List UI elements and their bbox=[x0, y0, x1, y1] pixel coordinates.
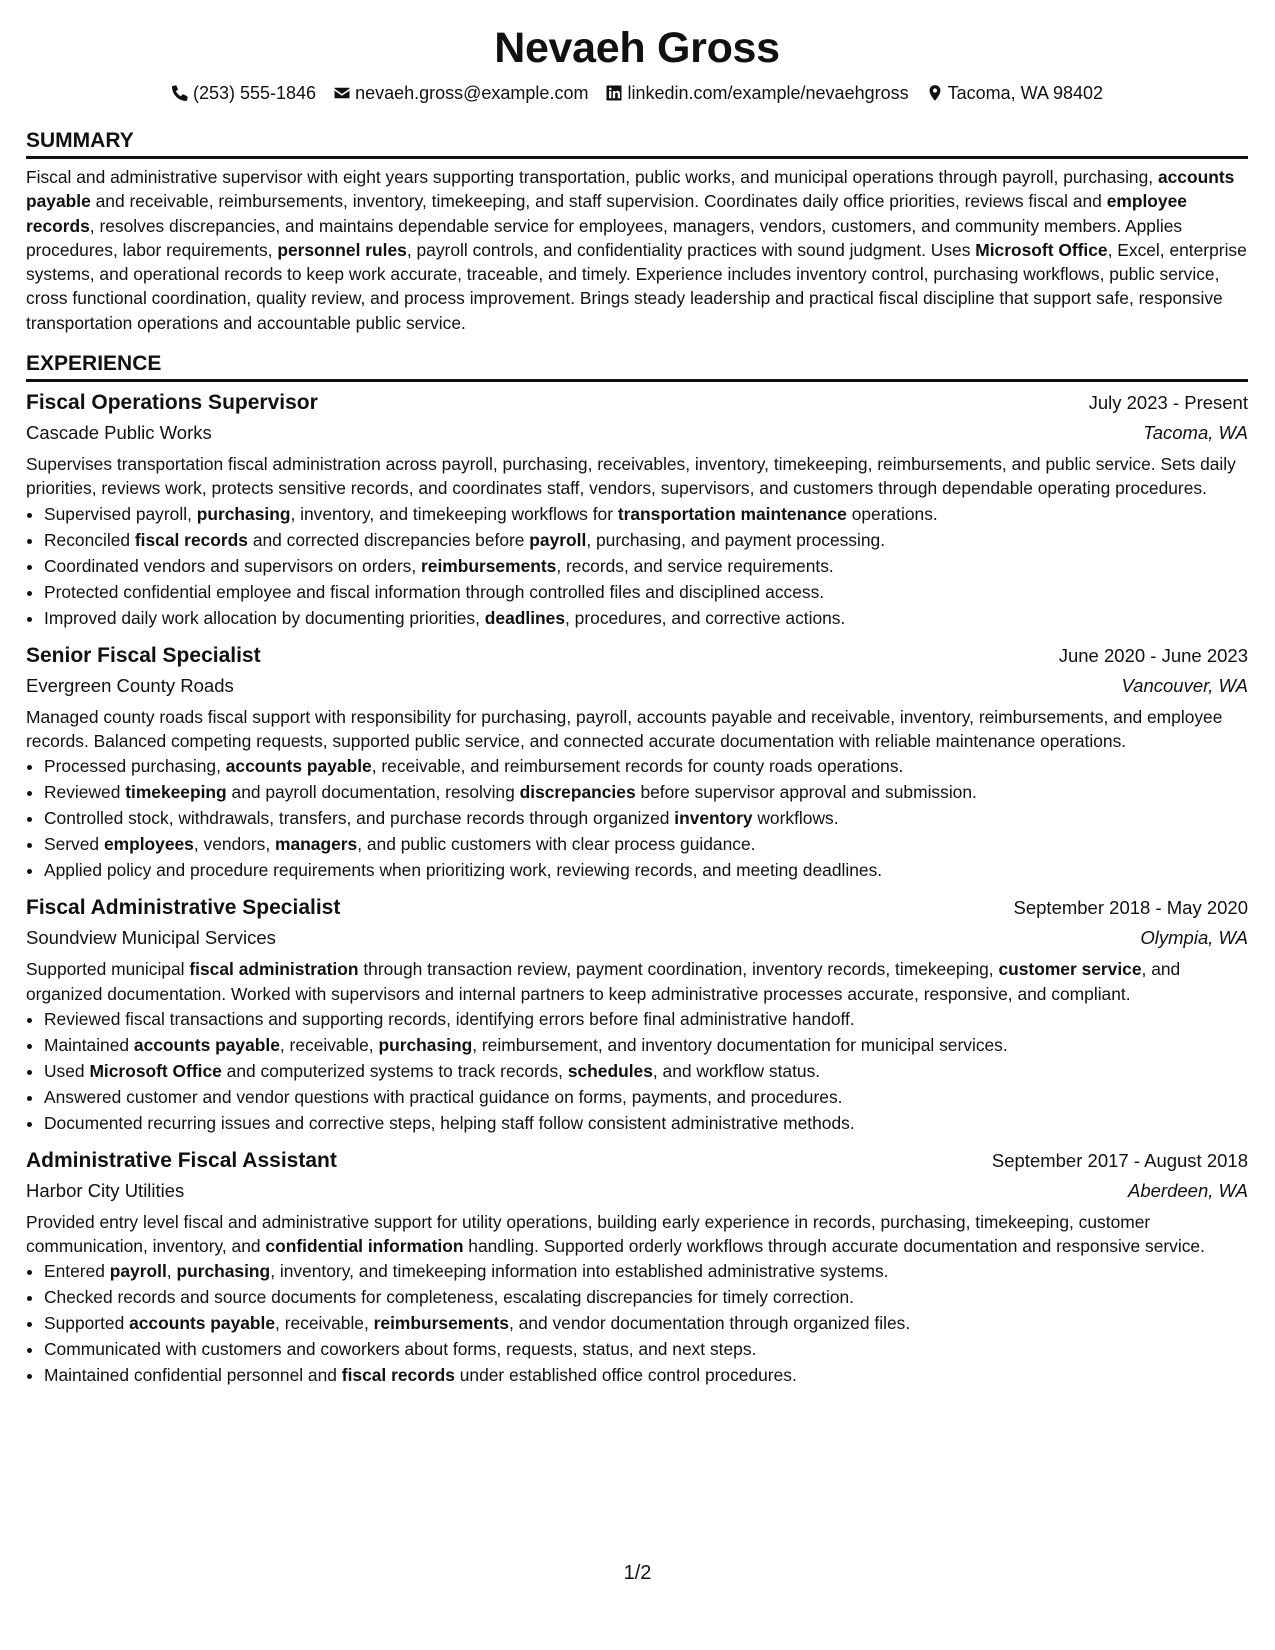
bold-keyword: personnel rules bbox=[277, 239, 407, 260]
job-bullet-item: • Controlled stock, withdrawals, transfers, and purchase records through organized inventory workflows. bbox=[44, 805, 1248, 831]
job-bullet-item: • Reviewed fiscal transactions and supporting records, identifying errors before final administrative handoff. bbox=[44, 1006, 1248, 1032]
contact-location-text: Tacoma, WA 98402 bbox=[947, 83, 1104, 103]
job-bullet-item: • Communicated with customers and coworkers about forms, requests, status, and next steps. bbox=[44, 1336, 1248, 1362]
summary-text: Fiscal and administrative supervisor with eight years supporting transportation, public works, and municipal operations through payroll, purchasing, accounts payable and receivable, reimbursements, inventory, timekeeping, and staff supervision. Coordinates daily office priorities, reviews fiscal and employee records, resolves discrepancies, and maintains dependable service for employees, managers, vendors, customers, and community members. Applies procedures, labor requirements, personnel rules, payroll controls, and confidentiality practices with sound judgment. Uses Microsoft Office, Excel, enterprise systems, and operational records to keep work accurate, traceable, and timely. Experience includes inventory control, purchasing workflows, public service, cross functional coordination, quality review, and process improvement. Brings steady leadership and practical fiscal discipline that support safe, responsive transportation operations and accountable public service. bbox=[26, 167, 1247, 333]
job-location: Tacoma, WA bbox=[1143, 422, 1248, 444]
bold-keyword: confidential information bbox=[265, 1236, 464, 1257]
bold-keyword: timekeeping bbox=[125, 782, 227, 803]
job-header bbox=[26, 1146, 1248, 1176]
job-company: Soundview Municipal Services bbox=[26, 927, 276, 949]
job-bullet-item: • Applied policy and procedure requirements when prioritizing work, reviewing records, and meeting deadlines. bbox=[44, 857, 1248, 883]
summary-section-header bbox=[26, 127, 1248, 159]
bold-keyword: fiscal records bbox=[341, 1365, 455, 1386]
job-subheader bbox=[26, 1176, 1248, 1206]
bold-keyword: transportation maintenance bbox=[617, 503, 847, 524]
experience-list bbox=[26, 388, 1248, 1388]
contact-location bbox=[926, 81, 1103, 105]
bold-keyword: employee records bbox=[26, 191, 1187, 236]
bold-keyword: accounts payable bbox=[129, 1313, 276, 1334]
job-bullet-item: • Improved daily work allocation by documenting priorities, deadlines, procedures, and corrective actions. bbox=[44, 605, 1248, 631]
job-bullet-item: • Checked records and source documents for completeness, escalating discrepancies for timely correction. bbox=[44, 1284, 1248, 1310]
summary-heading: SUMMARY bbox=[26, 129, 134, 152]
bold-keyword: payroll bbox=[109, 1261, 167, 1282]
job-location: Olympia, WA bbox=[1140, 927, 1248, 949]
job-title: Fiscal Operations Supervisor bbox=[26, 391, 318, 415]
job-subheader bbox=[26, 671, 1248, 701]
job-title: Fiscal Administrative Specialist bbox=[26, 896, 341, 920]
bold-keyword: Microsoft Office bbox=[89, 1060, 222, 1081]
contact-email-text: nevaeh.gross@example.com bbox=[355, 83, 589, 103]
job-title: Administrative Fiscal Assistant bbox=[26, 1148, 337, 1172]
job-title: Senior Fiscal Specialist bbox=[26, 643, 261, 667]
map-pin-icon bbox=[926, 84, 944, 102]
job-dates: September 2018 - May 2020 bbox=[1013, 897, 1248, 919]
job-header bbox=[26, 641, 1248, 671]
job-bullet-item: • Documented recurring issues and corrective steps, helping staff follow consistent administrative methods. bbox=[44, 1110, 1248, 1136]
job-entry bbox=[26, 388, 1248, 631]
bold-keyword: reimbursements bbox=[421, 555, 557, 576]
job-description: Managed county roads fiscal support with responsibility for purchasing, payroll, accounts payable and receivable, inventory, reimbursements, and employee records. Balanced competing requests, supported public service, and connected accurate documentation with reliable maintenance operations. bbox=[26, 706, 1223, 751]
job-bullets bbox=[26, 753, 1248, 883]
job-company: Harbor City Utilities bbox=[26, 1179, 185, 1201]
job-bullet-item: • Answered customer and vendor questions with practical guidance on forms, payments, and procedures. bbox=[44, 1084, 1248, 1110]
job-location: Vancouver, WA bbox=[1121, 674, 1248, 696]
job-entry bbox=[26, 893, 1248, 1136]
job-bullet-item: • Reviewed timekeeping and payroll documentation, resolving discrepancies before supervisor approval and submission. bbox=[44, 779, 1248, 805]
bold-keyword: purchasing bbox=[196, 503, 291, 524]
job-bullets bbox=[26, 1258, 1248, 1388]
bold-keyword: accounts payable bbox=[133, 1034, 280, 1055]
contact-phone-text: (253) 555-1846 bbox=[192, 83, 317, 103]
bold-keyword: inventory bbox=[674, 808, 753, 829]
job-bullet-item: • Protected confidential employee and fiscal information through controlled files and disciplined access. bbox=[44, 579, 1248, 605]
bold-keyword: discrepancies bbox=[519, 782, 636, 803]
bold-keyword: deadlines bbox=[484, 607, 566, 628]
contact-bar bbox=[26, 81, 1248, 105]
resume-page bbox=[26, 20, 1248, 1388]
job-description: Provided entry level fiscal and administrative support for utility operations, building early experience in records, purchasing, timekeeping, customer communication, inventory, and confidential information handling. Supported orderly workflows through accurate documentation and responsive service. bbox=[26, 1211, 1205, 1257]
phone-icon bbox=[171, 84, 189, 102]
envelope-icon bbox=[333, 84, 351, 102]
bold-keyword: reimbursements bbox=[373, 1313, 509, 1334]
job-header bbox=[26, 893, 1248, 923]
bold-keyword: purchasing bbox=[378, 1034, 473, 1055]
job-location: Aberdeen, WA bbox=[1128, 1179, 1248, 1201]
linkedin-icon bbox=[605, 84, 623, 102]
bold-keyword: accounts payable bbox=[225, 756, 372, 777]
job-bullet-item: • Coordinated vendors and supervisors on orders, reimbursements, records, and service requirements. bbox=[44, 553, 1248, 579]
experience-heading: EXPERIENCE bbox=[26, 352, 162, 376]
job-description: Supported municipal fiscal administration through transaction review, payment coordination, inventory records, timekeeping, customer service, and organized documentation. Worked with supervisors and internal partners to keep administrative processes accurate, responsive, and compliant. bbox=[26, 959, 1181, 1004]
job-bullet-item: • Used Microsoft Office and computerized systems to track records, schedules, and workflow status. bbox=[44, 1058, 1248, 1084]
contact-linkedin[interactable] bbox=[605, 81, 908, 105]
job-subheader bbox=[26, 418, 1248, 448]
candidate-name: Nevaeh Gross bbox=[494, 24, 780, 72]
job-bullets bbox=[26, 501, 1248, 631]
bold-keyword: purchasing bbox=[176, 1261, 271, 1282]
job-entry bbox=[26, 1146, 1248, 1389]
job-bullet-item: • Supervised payroll, purchasing, inventory, and timekeeping workflows for transportation maintenance operations. bbox=[44, 501, 1248, 527]
job-description: Supervises transportation fiscal administration across payroll, purchasing, receivables, inventory, timekeeping, reimbursements, and public service. Sets daily priorities, reviews work, protects sensitive records, and coordinates staff, vendors, supervisors, and customers through dependable operating procedures. bbox=[26, 454, 1236, 499]
contact-email[interactable] bbox=[333, 81, 588, 105]
job-bullet-item: • Reconciled fiscal records and corrected discrepancies before payroll, purchasing, and payment processing. bbox=[44, 527, 1248, 553]
job-dates: June 2020 - June 2023 bbox=[1058, 644, 1248, 666]
bold-keyword: accounts payable bbox=[26, 167, 1235, 212]
bold-keyword: fiscal records bbox=[134, 529, 248, 550]
job-bullets bbox=[26, 1006, 1248, 1136]
job-bullet-item: • Entered payroll, purchasing, inventory, and timekeeping information into established administrative systems. bbox=[44, 1258, 1248, 1284]
job-bullet-item: • Maintained confidential personnel and fiscal records under established office control procedures. bbox=[44, 1362, 1248, 1388]
job-company: Cascade Public Works bbox=[26, 422, 212, 444]
contact-linkedin-text: linkedin.com/example/nevaehgross bbox=[627, 83, 909, 103]
job-dates: September 2017 - August 2018 bbox=[991, 1149, 1248, 1171]
job-bullet-item: • Served employees, vendors, managers, and public customers with clear process guidance. bbox=[44, 831, 1248, 857]
job-bullet-item: • Maintained accounts payable, receivable, purchasing, reimbursement, and inventory documentation for municipal services. bbox=[44, 1032, 1248, 1058]
bold-keyword: employees bbox=[103, 834, 194, 855]
bold-keyword: managers bbox=[275, 834, 358, 855]
bold-keyword: fiscal administration bbox=[189, 959, 359, 980]
page-number: 1/2 bbox=[623, 1562, 652, 1584]
job-subheader bbox=[26, 923, 1248, 953]
bold-keyword: schedules bbox=[567, 1060, 653, 1081]
job-header bbox=[26, 388, 1248, 418]
job-dates: July 2023 - Present bbox=[1088, 392, 1248, 414]
job-company: Evergreen County Roads bbox=[26, 674, 234, 696]
experience-section-header bbox=[26, 350, 1248, 382]
bold-keyword: payroll bbox=[529, 529, 587, 550]
job-bullet-item: • Supported accounts payable, receivable, reimbursements, and vendor documentation through organized files. bbox=[44, 1310, 1248, 1336]
bold-keyword: Microsoft Office bbox=[975, 239, 1108, 260]
bold-keyword: customer service bbox=[998, 959, 1142, 980]
contact-phone[interactable] bbox=[171, 81, 316, 105]
job-bullet-item: • Processed purchasing, accounts payable, receivable, and reimbursement records for county roads operations. bbox=[44, 753, 1248, 779]
job-entry bbox=[26, 641, 1248, 884]
